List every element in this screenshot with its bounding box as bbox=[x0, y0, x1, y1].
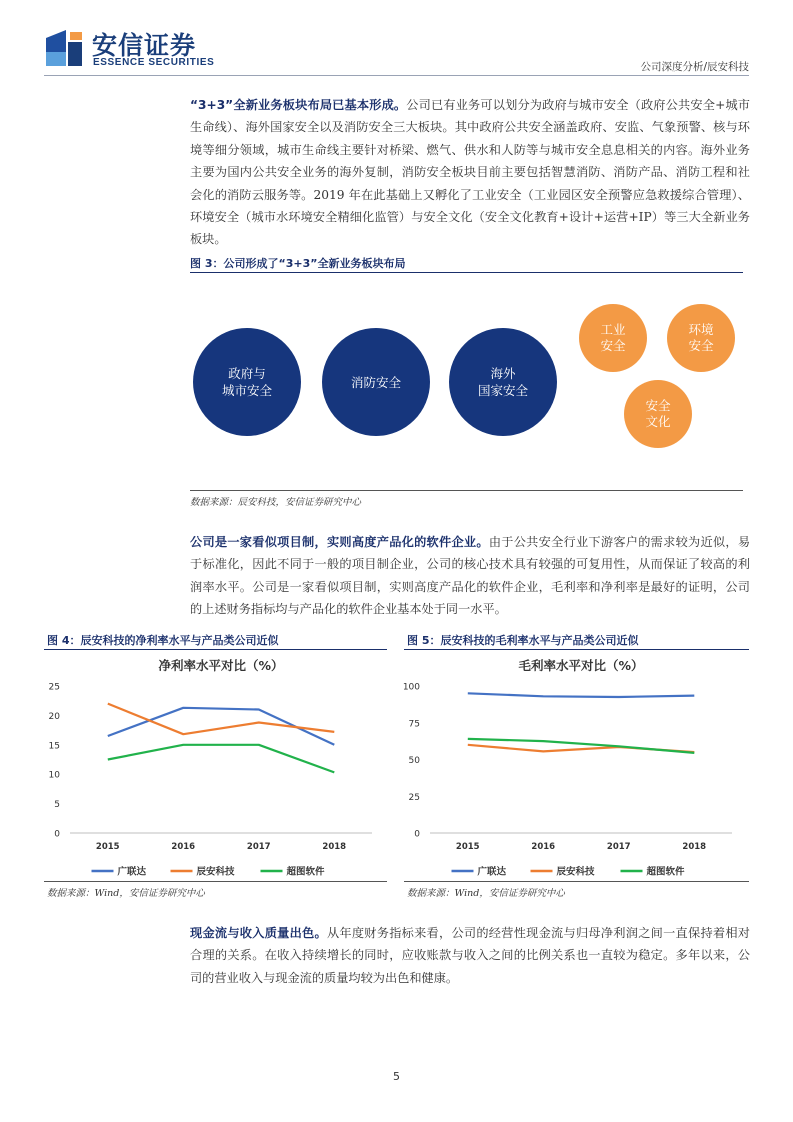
logo-text-cn: 安信证券 bbox=[92, 31, 197, 60]
legend-label-1: 广联达 bbox=[117, 866, 147, 878]
figure-3-top-rule bbox=[190, 272, 743, 273]
figure-5-source: 数据来源：Wind，安信证券研究中心 bbox=[407, 888, 565, 899]
y-tick-label: 50 bbox=[408, 756, 420, 766]
chart-title: 毛利率水平对比（%） bbox=[518, 658, 644, 673]
circle-overseas-safety: 海外 国家安全 bbox=[449, 328, 557, 436]
y-tick-label: 0 bbox=[54, 829, 60, 840]
x-tick-label: 2016 bbox=[171, 842, 196, 852]
circle-safety-culture: 安全 文化 bbox=[624, 380, 692, 448]
paragraph-bold: “3+3”全新业务板块布局已基本形成。 bbox=[190, 98, 407, 112]
y-tick-label: 100 bbox=[402, 682, 420, 693]
header-divider bbox=[44, 75, 749, 76]
x-tick-label: 2017 bbox=[246, 842, 271, 852]
series-line-3 bbox=[468, 739, 695, 753]
series-line-1 bbox=[468, 693, 695, 697]
y-tick-label: 25 bbox=[48, 682, 60, 693]
net-margin-chart bbox=[44, 650, 389, 880]
legend-label-1: 广联达 bbox=[477, 866, 507, 878]
x-tick-label: 2018 bbox=[682, 842, 707, 852]
x-tick-label: 2015 bbox=[95, 842, 120, 852]
y-tick-label: 20 bbox=[48, 711, 60, 722]
paragraph-body: 由于公共安全行业下游客户的需求较为近似，易于标准化，因此不同于一般的项目制企业，公司的核心技术具有较强的可复用性，从而保证了较高的利润率水平。公司是一家看似项目制，实则高度产品化的软件企业，毛利率和净利率是最好的证明，公司的上述财务指标均与产品化的软件企业基本处于同一水平。 bbox=[190, 535, 751, 617]
logo-text-en: ESSENCE SECURITIES bbox=[93, 57, 215, 68]
circle-industrial-safety: 工业 安全 bbox=[579, 304, 647, 372]
circle-fire-safety: 消防安全 bbox=[322, 328, 430, 436]
x-tick-label: 2018 bbox=[322, 842, 347, 852]
x-tick-label: 2017 bbox=[606, 842, 631, 852]
figure-3-bottom-rule bbox=[190, 490, 743, 491]
legend-label-3: 超图软件 bbox=[646, 866, 685, 878]
paragraph-software-company bbox=[190, 531, 750, 621]
y-tick-label: 15 bbox=[48, 741, 60, 752]
legend-label-2: 辰安科技 bbox=[196, 866, 235, 878]
paragraph-business-layout bbox=[190, 94, 750, 251]
figure-5-bottom-rule bbox=[404, 881, 749, 882]
figure-4-bottom-rule bbox=[44, 881, 387, 882]
chart-title: 净利率水平对比（%） bbox=[158, 658, 284, 673]
y-tick-label: 25 bbox=[408, 792, 420, 803]
gross-margin-chart-svg bbox=[404, 650, 749, 880]
figure-5-title: 图 5：辰安科技的毛利率水平与产品类公司近似 bbox=[407, 634, 639, 647]
circle-environment-safety: 环境 安全 bbox=[667, 304, 735, 372]
figure-3-title: 图 3：公司形成了“3+3”全新业务板块布局 bbox=[190, 257, 406, 270]
paragraph-bold: 现金流与收入质量出色。 bbox=[190, 926, 327, 940]
y-tick-label: 10 bbox=[48, 770, 60, 781]
report-type: 公司深度分析/辰安科技 bbox=[640, 61, 749, 73]
figure-3-source: 数据来源：辰安科技，安信证券研究中心 bbox=[190, 497, 362, 508]
net-margin-chart-svg bbox=[44, 650, 389, 880]
figure-4-title: 图 4：辰安科技的净利率水平与产品类公司近似 bbox=[47, 634, 279, 647]
legend-label-2: 辰安科技 bbox=[556, 866, 595, 878]
y-tick-label: 75 bbox=[408, 719, 420, 730]
y-tick-label: 0 bbox=[414, 829, 420, 840]
paragraph-body: 从年度财务指标来看，公司的经营性现金流与归母净利润之间一直保持着相对合理的关系。在收入持续增长的同时，应收账款与收入之间的比例关系也一直较为稳定。多年以来，公司的营业收入与现金流的质量均较为出色和健康。 bbox=[190, 926, 750, 985]
figure-4-source: 数据来源：Wind，安信证券研究中心 bbox=[47, 888, 205, 899]
y-tick-label: 5 bbox=[54, 800, 60, 811]
page-number: 5 bbox=[393, 1070, 400, 1083]
x-tick-label: 2015 bbox=[455, 842, 480, 852]
logo-icon bbox=[44, 28, 84, 68]
gross-margin-chart bbox=[404, 650, 749, 880]
series-line-3 bbox=[108, 745, 334, 773]
paragraph-bold: 公司是一家看似项目制，实则高度产品化的软件企业。 bbox=[190, 535, 489, 549]
paragraph-cashflow bbox=[190, 922, 750, 989]
x-tick-label: 2016 bbox=[531, 842, 556, 852]
circle-government-city-safety: 政府与 城市安全 bbox=[193, 328, 301, 436]
legend-label-3: 超图软件 bbox=[286, 866, 325, 878]
series-line-1 bbox=[108, 708, 334, 745]
paragraph-body: 公司已有业务可以划分为政府与城市安全（政府公共安全+城市生命线）、海外国家安全以及消防安全三大板块。其中政府公共安全涵盖政府、安监、气象预警、核与环境等细分领域，城市生命线主要针对桥梁、燃气、供水和人防等与城市安全息息相关的内容。海外业务主要为国内公共安全业务的海外复制，消防安全板块目前主要包括智慧消防、消防产品、消防工程和社会化的消防云服务等。2019 年在此基础上又孵化了工业安全（工业园区安全预警应急救援综合管理）、环境安全（城市水环境安全精细化监管）与安全文化（安全文化教育+设计+运营+IP）等三大全新业务板块。 bbox=[190, 98, 750, 247]
